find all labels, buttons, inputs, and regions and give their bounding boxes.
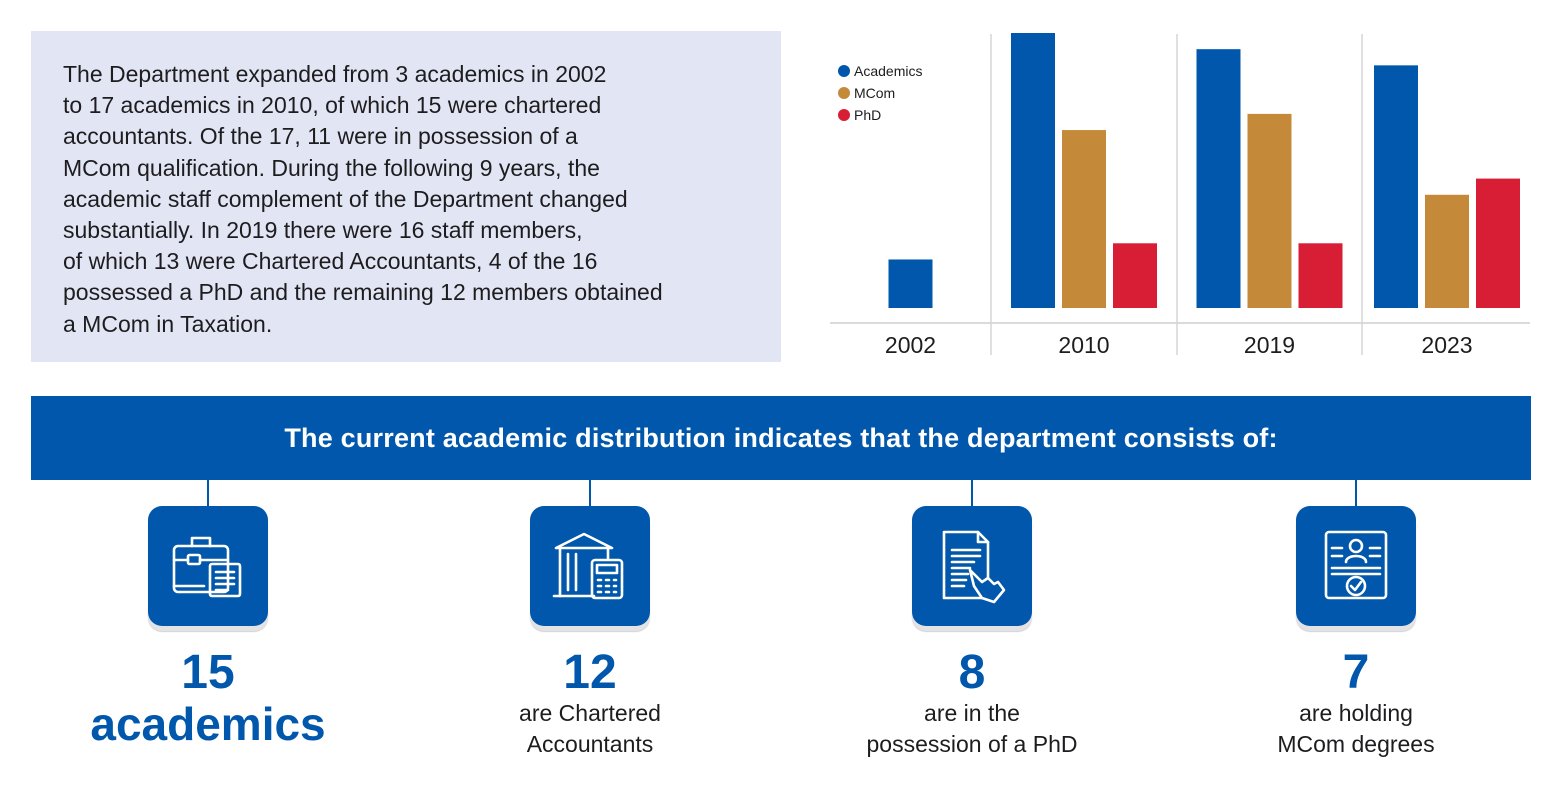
bar-academics-2002 [889, 259, 933, 308]
stat-label: are in the possession of a PhD [866, 700, 1078, 757]
bar-academics-2010 [1011, 33, 1055, 308]
chart-svg [820, 20, 1540, 365]
bank-calculator-icon [530, 506, 650, 626]
intro-text: The Department expanded from 3 academics in 2002 to 17 academics in 2010, of which 15 were chartered accountants. Of the 17, 11 were in possession of a MCom qualification. During the following 9 years, the academic staff complement of the Department changed substantially. In 2019 there were 16 staff members, of which 13 were Chartered Accountants, 4 of the 16 possessed a PhD and the remaining 12 members obtained a MCom in Taxation. [63, 61, 663, 337]
legend-swatch-phd [838, 109, 850, 121]
document-hand-icon [912, 506, 1032, 626]
stat-number: 8 [958, 646, 986, 699]
stat-mcom [1206, 480, 1506, 760]
stat-number: 7 [1342, 646, 1370, 699]
legend-label-phd: PhD [854, 107, 882, 123]
intro-panel [31, 31, 781, 362]
legend-label-mcom: MCom [854, 85, 896, 101]
bar-mcom-2010 [1062, 130, 1106, 308]
bar-mcom-2023 [1425, 195, 1469, 308]
x-tick-label: 2002 [884, 332, 937, 358]
briefcase-documents-icon [148, 506, 268, 626]
connector-line [589, 480, 591, 506]
stat-label: are holding MCom degrees [1277, 700, 1435, 757]
x-tick-label: 2023 [1421, 332, 1473, 358]
stat-number: 15 [181, 646, 235, 699]
x-tick-label: 2019 [1243, 332, 1296, 358]
banner-title: The current academic distribution indicates that the department consists of: [284, 422, 1278, 453]
connector-line [1355, 480, 1357, 506]
bar-academics-2023 [1374, 65, 1418, 308]
legend-swatch-academics [838, 65, 850, 77]
connector-line [207, 480, 209, 506]
stat-label: are Chartered Accountants [519, 700, 661, 757]
distribution-banner [31, 396, 1531, 480]
bar-phd-2023 [1476, 179, 1520, 308]
bar-phd-2010 [1113, 243, 1157, 308]
legend-swatch-mcom [838, 87, 850, 99]
legend-label-academics: Academics [854, 63, 923, 79]
connector-line [971, 480, 973, 506]
stat-phd [822, 480, 1122, 760]
bar-academics-2019 [1197, 49, 1241, 308]
bar-phd-2019 [1299, 243, 1343, 308]
bar-mcom-2019 [1248, 114, 1292, 308]
certificate-check-icon [1296, 506, 1416, 626]
stat-chartered-accountants [440, 480, 740, 760]
x-tick-label: 2010 [1058, 332, 1110, 358]
stat-academics [58, 480, 358, 750]
stat-label: academics [90, 698, 326, 750]
stat-number: 12 [563, 646, 617, 699]
staff-bar-chart [820, 20, 1540, 365]
